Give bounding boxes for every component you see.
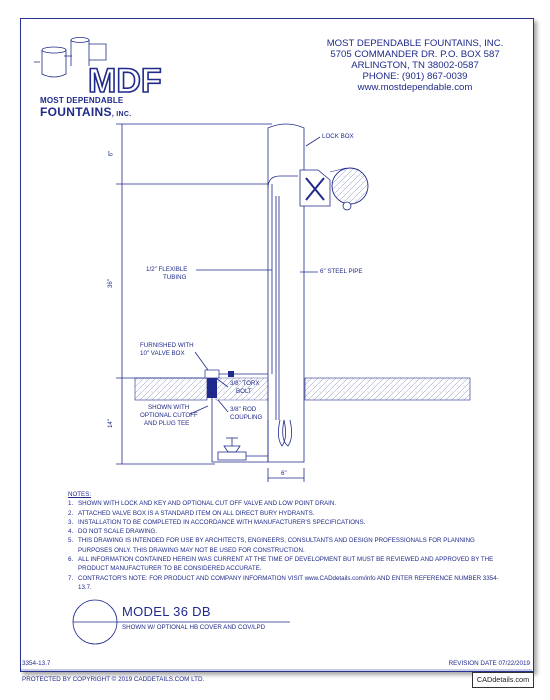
company-website[interactable]: www.mostdependable.com [357,82,473,93]
notes-heading: NOTES: [68,491,92,498]
label-cutoff-2: OPTIONAL CUTOFF [140,412,198,419]
company-info [300,38,530,93]
label-rod-1: 3/8" ROD [230,406,257,413]
logo-suffix: , INC. [111,111,132,118]
dim-width: 6" [281,470,287,477]
label-torx-1: 3/8" TORX [230,380,260,387]
notes-block [68,490,508,592]
model-title: MODEL 36 DB [122,604,211,619]
label-cutoff-3: AND PLUG TEE [144,420,190,427]
logo-line-2 [40,105,132,119]
label-steel-pipe: 6" STEEL PIPE [320,268,363,275]
revision-date: REVISION DATE 07/22/2019 [448,660,530,667]
drain-coil [278,420,291,446]
model-subtitle: SHOWN W/ OPTIONAL HB COVER AND COV/LPD [122,624,266,631]
steel-pipe [268,124,304,462]
caddetails-badge[interactable]: CADdetails.com [472,672,534,688]
dim-depth: 14" [107,418,115,429]
tube-elbow [268,176,298,188]
flexible-tubing [276,196,279,420]
label-lock-box: LOCK BOX [322,133,354,140]
label-valve-box-1: FURNISHED WITH [140,342,194,349]
label-cutoff-1: SHOWN WITH [148,404,190,411]
logo-wordmark [40,96,132,119]
logo-line-1: MOST DEPENDABLE [40,96,124,105]
label-torx-2: BOLT [236,388,252,395]
note-item: 7. CONTRACTOR'S NOTE: FOR PRODUCT AND COMPANY INFORMATION VISIT www.CADdetails.com/info AND ENTER REFERENCE NUMBER 3354-13.7. [68,574,499,591]
copyright-notice: PROTECTED BY COPYRIGHT © 2019 CADDETAILS.COM LTD. [22,676,205,683]
logo-fountains: FOUNTAINS [40,105,112,119]
note-item: 5. THIS DRAWING IS INTENDED FOR USE BY ARCHITECTS, ENGINEERS, CONSULTANTS AND DESIGN PROFESSIONALS FOR PLANNING PURPOSES ONLY. THIS DRAWING MAY NOT BE USED FOR CONSTRUCTION. [68,537,475,554]
note-item: 3. INSTALLATION TO BE COMPLETED IN ACCORDANCE WITH MANUFACTURER'S SPECIFICATIONS. [68,518,366,526]
company-phone: PHONE: (901) 867-0039 [362,71,468,82]
company-address: 5705 COMMANDER DR. P.O. BOX 587 [330,49,500,60]
company-name: MOST DEPENDABLE FOUNTAINS, INC. [326,38,504,49]
lock-box-icon [300,168,368,210]
dim-top: 6" [107,150,115,157]
label-valve-box-2: 10" VALVE BOX [140,350,185,357]
drawing-number: 3354-13.7 [22,660,51,667]
logo-mark: MDF [88,62,162,100]
valve-icon [218,438,268,460]
note-item: 2. ATTACHED VALVE BOX IS A STANDARD ITEM ON ALL DIRECT BURY HYDRANTS. [68,509,315,517]
note-item: 4. DO NOT SCALE DRAWING. [68,528,158,536]
label-rod-2: COUPLING [230,414,263,421]
note-item: 6. ALL INFORMATION CONTAINED HEREIN WAS CURRENT AT THE TIME OF DEVELOPMENT BUT MUST BE REVIEWED AND APPROVED BY THE PRODUCT MANUFACTURER TO BE CONSIDERED ACCURATE. [68,556,494,573]
label-tubing-1: 1/2" FLEXIBLE [146,266,188,273]
label-tubing-2: TUBING [163,274,187,281]
soil-right [305,378,470,400]
note-item: 1. SHOWN WITH LOCK AND KEY AND OPTIONAL CUT OFF VALVE AND LOW POINT DRAIN. [68,500,337,508]
soil-left [135,378,207,400]
company-city: ARLINGTON, TN 38002-0587 [351,60,479,71]
dim-height: 36" [107,278,115,289]
